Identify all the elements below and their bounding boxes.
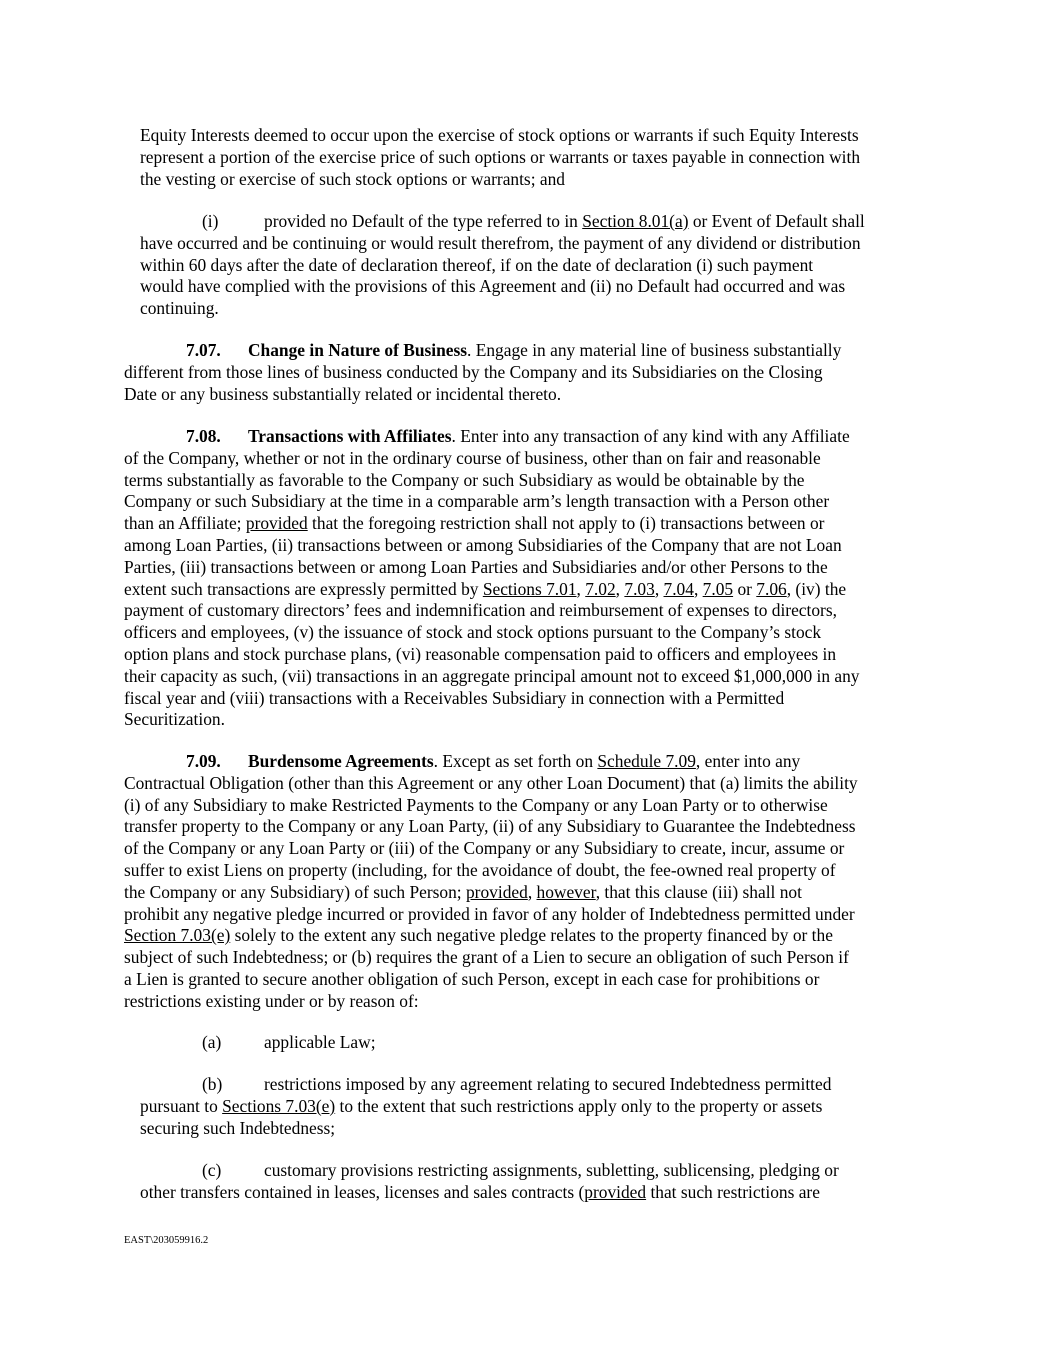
section-reference: 7.02	[585, 578, 616, 599]
text-line: Date or any business substantially related or incidental thereto.	[124, 383, 562, 404]
text-line: have occurred and be continuing or would result therefrom, the payment of any dividend or distribution	[140, 232, 861, 253]
text-line: subject of such Indebtedness; or (b) requires the grant of a Lien to secure an obligation of such Person if	[124, 947, 849, 968]
clause-i: (i) provided no Default of the type referred to in Section 8.01(a) or Event of Default shall have occurred and be continuing or would result therefrom, the payment of any dividend or distribution within 60 days after the date of declaration thereof, if on the date of declaration (i) such payment would have complied with the provisions of this Agreement and (ii) no Default had occurred and was continuing.	[140, 211, 865, 319]
section-reference: 7.03	[624, 578, 655, 599]
document-id-footer: EAST\203059916.2	[124, 1235, 209, 1246]
text-line: of the Company or any Loan Party or (iii) of the Company or any Subsidiary to create, incur, assume or	[124, 838, 845, 859]
schedule-reference: Schedule 7.09	[597, 751, 696, 771]
section-reference: 7.04	[663, 578, 694, 599]
text-line: restrictions existing under or by reason of:	[124, 990, 419, 1011]
text-line: securing such Indebtedness;	[140, 1117, 336, 1138]
list-marker: (b)	[202, 1074, 223, 1094]
text-line: (i) of any Subsidiary to make Restricted Payments to the Company or any Loan Party or to otherwise	[124, 794, 828, 815]
text-line: Parties, (iii) transactions between or among Loan Parties and Subsidiaries and/or other Persons to the	[124, 556, 828, 577]
section-number: 7.08.	[186, 426, 221, 446]
list-item-b: (b) restrictions imposed by any agreement relating to secured Indebtedness permitted pursuant to Sections 7.03(e) to the extent that such restrictions apply only to the property or assets securing such Indebtedness;	[140, 1074, 832, 1138]
section-reference: Sections 7.03(e)	[222, 1095, 336, 1116]
text-line: transfer property to the Company or any Loan Party, (ii) of any Subsidiary to Guarantee the Indebtedness	[124, 816, 856, 837]
text-line: fiscal year and (viii) transactions with a Receivables Subsidiary in connection with a Permitted	[124, 687, 785, 708]
text-line: officers and employees, (v) the issuance of stock and stock options pursuant to the Company’s stock	[124, 622, 822, 643]
text-line: within 60 days after the date of declaration thereof, if on the date of declaration (i) such payment	[140, 254, 814, 275]
section-heading: Burdensome Agreements	[248, 751, 434, 771]
list-item-a: (a) applicable Law;	[202, 1032, 376, 1052]
text-line: payment of customary directors’ fees and indemnification and reimbursement of expenses to directors,	[124, 600, 837, 621]
text-line: Company or such Subsidiary at the time in a comparable arm’s length transaction with a Person other	[124, 491, 830, 512]
defined-term: provided	[584, 1181, 647, 1202]
section-7-07: 7.07. Change in Nature of Business. Engage in any material line of business substantially different from those lines of business conducted by the Company and its Subsidiaries on the Closing Date or any business substantially related or incidental thereto.	[124, 340, 842, 404]
text-line: option plans and stock purchase plans, (vi) reasonable compensation paid to officers and employees in	[124, 643, 837, 664]
clause-marker: (i)	[202, 211, 219, 231]
text-line: represent a portion of the exercise price of such options or warrants or taxes payable in connection with	[140, 146, 861, 167]
text-line: Contractual Obligation (other than this Agreement or any other Loan Document) that (a) limits the ability	[124, 772, 858, 793]
section-reference: Sections 7.01	[482, 578, 577, 599]
defined-term: however	[536, 881, 596, 902]
text-line: Securitization.	[124, 709, 225, 730]
continuation-paragraph	[140, 125, 860, 190]
text-line: Equity Interests deemed to occur upon the exercise of stock options or warrants if such Equity Interests	[140, 125, 859, 145]
defined-term: provided	[465, 881, 528, 902]
section-reference: 7.05	[702, 578, 734, 599]
text-line: a Lien is granted to secure another obligation of such Person, except in each case for prohibitions or	[124, 968, 820, 989]
section-7-08: 7.08. Transactions with Affiliates. Enter into any transaction of any kind with any Affiliate of the Company, whether or not in the ordinary course of business, other than on fair and reasonable terms substantially as favorable to the Company or such Subsidiary as would be obtainable by the Company or such Subsidiary at the time in a comparable arm’s length transaction with a Person other than an Affiliate; provided that the foregoing restriction shall not apply to (i) transactions between or among Loan Parties, (ii) transactions between or among Subsidiaries of the Company that are not Loan Parties, (iii) transactions between or among Loan Parties and Subsidiaries and/or other Persons to the extent such transactions are expressly permitted by Sections 7.01, 7.02, 7.03, 7.04, 7.05 or 7.06, (iv) the payment of customary directors’ fees and indemnification and reimbursement of expenses to directors, officers and employees, (v) the issuance of stock and stock options pursuant to the Company’s stock option plans and stock purchase plans, (vi) reasonable compensation paid to officers and employees in their capacity as such, (vii) transactions in an aggregate principal amount not to exceed $1,000,000 in any fiscal year and (viii) transactions with a Receivables Subsidiary in connection with a Permitted Securitization.	[124, 426, 860, 730]
list-marker: (c)	[202, 1160, 222, 1180]
section-number: 7.07.	[186, 340, 221, 360]
text-line: suffer to exist Liens on property (including, for the avoidance of doubt, the fee-owned real property of	[124, 859, 836, 880]
text-line: of the Company, whether or not in the ordinary course of business, other than on fair and reasonable	[124, 447, 821, 468]
section-heading: Transactions with Affiliates	[248, 426, 452, 446]
text-line: would have complied with the provisions of this Agreement and (ii) no Default had occurred and was	[140, 276, 846, 297]
section-heading: Change in Nature of Business	[248, 340, 468, 360]
text-line: their capacity as such, (vii) transactions in an aggregate principal amount not to exceed $1,000,000 in any	[124, 665, 860, 686]
section-number: 7.09.	[186, 751, 221, 771]
text-line: prohibit any negative pledge incurred or provided in favor of any holder of Indebtedness permitted under	[124, 903, 855, 924]
section-7-09: 7.09. Burdensome Agreements. Except as set forth on Schedule 7.09, enter into any Contractual Obligation (other than this Agreement or any other Loan Document) that (a) limits the ability (i) of any Subsidiary to make Restricted Payments to the Company or any Loan Party or to otherwise transfer property to the Company or any Loan Party, (ii) of any Subsidiary to Guarantee the Indebtedness of the Company or any Loan Party or (iii) of the Company or any Subsidiary to create, incur, assume or suffer to exist Liens on property (including, for the avoidance of doubt, the fee-owned real property of the Company or any Subsidiary) of such Person; provided, however, that this clause (iii) shall not prohibit any negative pledge incurred or provided in favor of any holder of Indebtedness permitted under Section 7.03(e) solely to the extent any such negative pledge relates to the property financed by or the subject of such Indebtedness; or (b) requires the grant of a Lien to secure an obligation of such Person if a Lien is granted to secure another obligation of such Person, except in each case for prohibitions or restrictions existing under or by reason of:	[124, 751, 858, 1011]
text-line: terms substantially as favorable to the Company or such Subsidiary as would be obtainable by the	[124, 469, 805, 490]
section-reference: 7.06	[756, 578, 787, 599]
list-marker: (a)	[202, 1032, 222, 1052]
text-line: different from those lines of business conducted by the Company and its Subsidiaries on the Closing	[124, 361, 823, 382]
section-reference: Section 7.03(e)	[124, 925, 231, 946]
text-line: among Loan Parties, (ii) transactions between or among Subsidiaries of the Company that are not Loan	[124, 534, 842, 555]
defined-term: provided	[245, 513, 308, 534]
section-reference: Section 8.01(a)	[582, 211, 689, 231]
list-item-c: (c) customary provisions restricting assignments, subletting, sublicensing, pledging or other transfers contained in leases, licenses and sales contracts (provided that such restrictions are	[140, 1160, 839, 1202]
text-line: continuing.	[140, 298, 219, 319]
text-line: the vesting or exercise of such stock options or warrants; and	[140, 168, 565, 189]
